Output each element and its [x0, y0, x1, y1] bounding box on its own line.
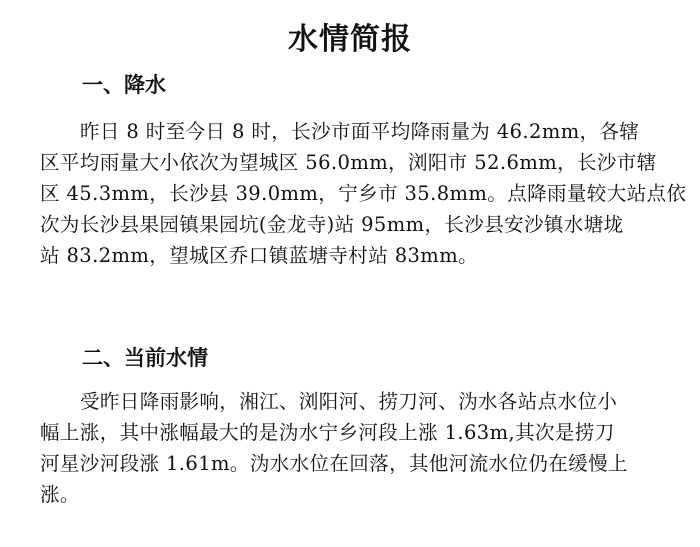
paragraph-line: 河星沙河段涨 1.61m。沩水水位在回落，其他河流水位仍在缓慢上	[40, 452, 628, 475]
paragraph-line: 昨日 8 时至今日 8 时，长沙市面平均降雨量为 46.2mm，各辖	[80, 120, 640, 143]
document-title: 水情简报	[288, 22, 412, 57]
paragraph-line: 受昨日降雨影响，湘江、浏阳河、捞刀河、沩水各站点水位小	[80, 390, 618, 413]
paragraph-line: 幅上涨，其中涨幅最大的是沩水宁乡河段上涨 1.63m,其次是捞刀	[40, 421, 615, 444]
paragraph-line: 涨。	[40, 483, 80, 506]
section-heading-water-regime: 二、当前水情	[82, 346, 208, 370]
section-body-water-regime	[40, 386, 670, 510]
paragraph-line: 区 45.3mm，长沙县 39.0mm，宁乡市 35.8mm。点降雨量较大站点依	[40, 182, 687, 205]
section-heading-precipitation: 一、降水	[82, 73, 166, 97]
paragraph-line: 站 83.2mm，望城区乔口镇蓝塘寺村站 83mm。	[40, 244, 478, 267]
paragraph-line: 次为长沙县果园镇果园坑(金龙寺)站 95mm，长沙县安沙镇水塘垅	[40, 213, 624, 236]
section-body-precipitation	[40, 116, 687, 271]
paragraph-line: 区平均雨量大小依次为望城区 56.0mm，浏阳市 52.6mm，长沙市辖	[40, 151, 657, 174]
